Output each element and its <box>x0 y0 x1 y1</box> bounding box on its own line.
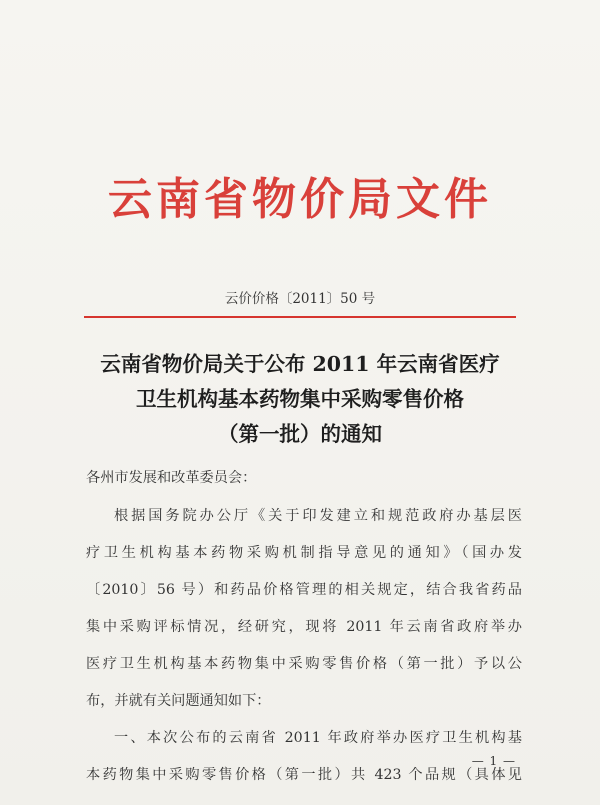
body-line: 一、本次公布的云南省 2011 年政府举办医疗卫生机构基 <box>114 730 522 746</box>
body-line: 〔2010〕56 号）和药品价格管理的相关规定，结合我省药品 <box>86 582 522 598</box>
notice-title <box>0 347 600 452</box>
salutation: 各州市发展和改革委员会： <box>86 470 257 486</box>
notice-title-line: 云南省物价局关于公布 2011 年云南省医疗 <box>100 352 500 376</box>
red-divider <box>84 316 516 318</box>
body-line: 布，并就有关问题通知如下： <box>86 693 271 709</box>
notice-title-line: 卫生机构基本药物集中采购零售价格 <box>136 387 464 411</box>
page-number: — 1 — <box>471 754 516 768</box>
body-line: 根据国务院办公厅《关于印发建立和规范政府办基层医 <box>114 508 522 524</box>
body-line: 疗卫生机构基本药物采购机制指导意见的通知》（国办发 <box>86 545 522 561</box>
notice-title-line: （第一批）的通知 <box>218 422 382 446</box>
body-line: 本药物集中采购零售价格（第一批）共 423 个品规（具体见 <box>86 767 522 783</box>
body-line: 医疗卫生机构基本药物集中采购零售价格（第一批）予以公 <box>86 656 522 672</box>
issuer-title: 云南省物价局文件 <box>108 174 492 225</box>
body-line: 集中采购评标情况，经研究，现将 2011 年云南省政府举办 <box>86 619 522 635</box>
document-number: 云价价格〔2011〕50 号 <box>224 291 376 307</box>
